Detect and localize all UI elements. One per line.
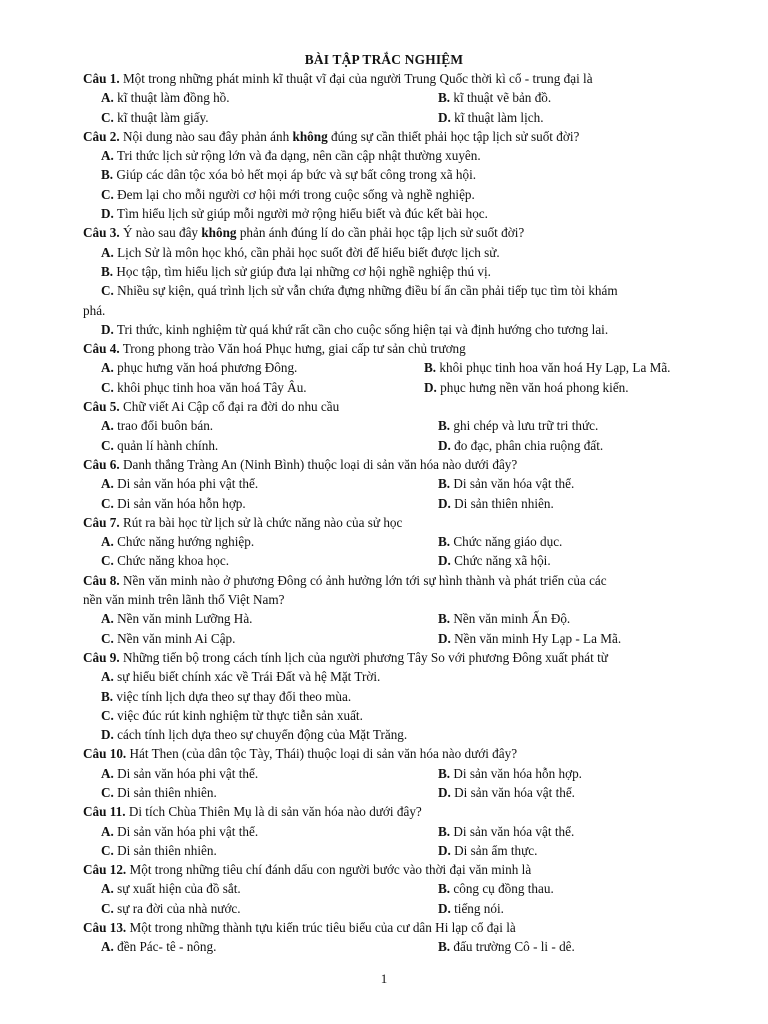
option-d: D. đo đạc, phân chia ruộng đất. bbox=[438, 437, 604, 453]
question-label: Câu 11. bbox=[83, 804, 126, 820]
option-d: D. Tìm hiểu lịch sử giúp mỗi người mở rộng hiểu biết và đúc kết bài học. bbox=[101, 206, 488, 222]
question-label: Câu 3. bbox=[83, 225, 120, 241]
option-b: B. Di sản văn hóa vật thể. bbox=[438, 823, 575, 839]
question-label: Câu 10. bbox=[83, 746, 127, 762]
option-b: B. Di sản văn hóa vật thể. bbox=[438, 476, 575, 492]
option-d: D. Tri thức, kinh nghiệm từ quá khứ rất cần cho cuộc sống hiện tại và định hướng cho tương lai. bbox=[101, 321, 609, 337]
option-a: A. Nền văn minh Lưỡng Hà. bbox=[101, 611, 253, 627]
option-a: A. Di sản văn hóa phi vật thể. bbox=[101, 476, 259, 492]
question-stem: Câu 6. Danh thắng Tràng An (Ninh Bình) thuộc loại di sản văn hóa nào dưới đây? bbox=[83, 456, 518, 472]
option-b: B. Giúp các dân tộc xóa bỏ hết mọi áp bức và sự bất công trong xã hội. bbox=[101, 167, 477, 183]
option-c: C. việc đúc rút kinh nghiệm từ thực tiễn sản xuất. bbox=[101, 707, 363, 723]
option-a: A. sự hiểu biết chính xác về Trái Đất và hệ Mặt Trời. bbox=[101, 669, 381, 685]
option-b: B. Chức năng giáo dục. bbox=[438, 534, 563, 550]
option-b: B. khôi phục tinh hoa văn hoá Hy Lạp, La Mã. bbox=[424, 360, 671, 376]
option-d: D. Di sản văn hóa vật thể. bbox=[438, 784, 575, 800]
option-c: C. Di sản thiên nhiên. bbox=[101, 784, 217, 800]
question-label: Câu 5. bbox=[83, 399, 120, 415]
question-label: Câu 2. bbox=[83, 128, 120, 144]
option-row bbox=[0, 416, 768, 435]
option-b: B. việc tính lịch dựa theo sự thay đổi theo mùa. bbox=[101, 688, 352, 704]
question-stem: Câu 5. Chữ viết Ai Cập cổ đại ra đời do nhu cầu bbox=[83, 399, 340, 415]
option-row bbox=[0, 108, 768, 127]
question-label: Câu 8. bbox=[83, 572, 120, 588]
option-d: D. Chức năng xã hội. bbox=[438, 553, 551, 569]
question-label: Câu 9. bbox=[83, 649, 120, 665]
question-stem: Câu 7. Rút ra bài học từ lịch sử là chức năng nào của sử học bbox=[83, 514, 403, 530]
option-c: C. quản lí hành chính. bbox=[101, 437, 219, 453]
question-stem: Câu 2. Nội dung nào sau đây phản ánh không đúng sự cần thiết phải học tập lịch sử suốt đời? bbox=[83, 128, 580, 144]
question-stem: Câu 4. Trong phong trào Văn hoá Phục hưng, giai cấp tư sản chủ trương bbox=[83, 341, 466, 357]
option-row bbox=[0, 783, 768, 802]
option-row bbox=[0, 841, 768, 860]
option-c: C. khôi phục tinh hoa văn hoá Tây Âu. bbox=[101, 379, 307, 395]
option-b: B. Học tập, tìm hiểu lịch sử giúp đưa lại những cơ hội nghề nghiệp thú vị. bbox=[101, 263, 491, 279]
question-label: Câu 1. bbox=[83, 71, 120, 86]
option-row bbox=[0, 532, 768, 551]
option-row bbox=[0, 378, 768, 397]
question-stem: Câu 10. Hát Then (của dân tộc Tày, Thái) thuộc loại di sản văn hóa nào dưới đây? bbox=[83, 746, 518, 762]
question-label: Câu 12. bbox=[83, 862, 127, 878]
option-c: C. Chức năng khoa học. bbox=[101, 553, 230, 569]
question-stem: Câu 8. Nền văn minh nào ở phương Đông có ảnh hưởng lớn tới sự hình thành và phát triển của các bbox=[83, 572, 607, 588]
option-a: A. phục hưng văn hoá phương Đông. bbox=[101, 360, 298, 376]
option-row bbox=[0, 937, 768, 956]
option-c: C. Nhiều sự kiện, quá trình lịch sử vẫn chứa đựng những điều bí ẩn cần phải tiếp tục tìm tòi khám bbox=[101, 283, 618, 299]
option-a: A. Lịch Sử là môn học khó, cần phải học suốt đời để hiểu biết được lịch sử. bbox=[101, 244, 500, 260]
option-a: A. Chức năng hướng nghiệp. bbox=[101, 534, 255, 550]
option-d: D. cách tính lịch dựa theo sự chuyển động của Mặt Trăng. bbox=[101, 727, 408, 743]
option-b: B. kĩ thuật vẽ bản đồ. bbox=[438, 90, 552, 106]
option-a: A. kĩ thuật làm đồng hồ. bbox=[101, 90, 230, 106]
option-d: D. tiếng nói. bbox=[438, 900, 504, 916]
option-row bbox=[0, 822, 768, 841]
option-a: A. trao đổi buôn bán. bbox=[101, 418, 214, 434]
option-d: D. Di sản thiên nhiên. bbox=[438, 495, 554, 511]
option-row bbox=[0, 436, 768, 455]
option-row bbox=[0, 551, 768, 570]
page-number: 1 bbox=[380, 971, 388, 986]
option-c: C. Nền văn minh Ai Cập. bbox=[101, 630, 236, 646]
option-c-continuation: phá. bbox=[83, 302, 106, 318]
option-a: A. đền Pác- tê - nông. bbox=[101, 939, 217, 955]
question-stem: Câu 13. Một trong những thành tựu kiến trúc tiêu biểu của cư dân Hi lạp cổ đại là bbox=[83, 920, 516, 936]
question-label: Câu 7. bbox=[83, 514, 120, 530]
option-a: A. Tri thức lịch sử rộng lớn và đa dạng, nên cần cập nhật thường xuyên. bbox=[101, 148, 481, 164]
question-stem: Câu 9. Những tiến bộ trong cách tính lịch của người phương Tây So với phương Đông xuất phát từ bbox=[83, 649, 608, 665]
option-c: C. kĩ thuật làm giấy. bbox=[101, 109, 209, 125]
option-b: B. ghi chép và lưu trữ tri thức. bbox=[438, 418, 599, 434]
option-d: D. kĩ thuật làm lịch. bbox=[438, 109, 544, 125]
option-row bbox=[0, 764, 768, 783]
option-row bbox=[0, 899, 768, 918]
option-b: B. Di sản văn hóa hỗn hợp. bbox=[438, 765, 582, 781]
option-c: C. Di sản thiên nhiên. bbox=[101, 842, 217, 858]
option-a: A. Di sản văn hóa phi vật thể. bbox=[101, 823, 259, 839]
page-title: BÀI TẬP TRẮC NGHIỆM bbox=[304, 52, 464, 67]
question-stem: Câu 3. Ý nào sau đây không phản ánh đúng lí do cần phải học tập lịch sử suốt đời? bbox=[83, 225, 525, 241]
question-stem-continuation: nền văn minh trên lãnh thổ Việt Nam? bbox=[83, 592, 285, 608]
option-row bbox=[0, 879, 768, 898]
option-row bbox=[0, 88, 768, 107]
option-row bbox=[0, 629, 768, 648]
option-row bbox=[0, 358, 768, 377]
question-stem: Câu 1. Một trong những phát minh kĩ thuật vĩ đại của người Trung Quốc thời kì cổ - trung đại là bbox=[83, 71, 593, 86]
question-stem: Câu 11. Di tích Chùa Thiên Mụ là di sản văn hóa nào dưới đây? bbox=[83, 804, 422, 820]
question-label: Câu 4. bbox=[83, 341, 120, 357]
option-a: A. sự xuất hiện của đồ sắt. bbox=[101, 881, 241, 897]
option-b: B. đấu trường Cô - li - dê. bbox=[438, 939, 575, 955]
option-c: C. sự ra đời của nhà nước. bbox=[101, 900, 241, 916]
option-row bbox=[0, 609, 768, 628]
questions-list bbox=[0, 69, 768, 957]
option-row bbox=[0, 474, 768, 493]
option-d: D. Nền văn minh Hy Lạp - La Mã. bbox=[438, 630, 622, 646]
question-label: Câu 6. bbox=[83, 456, 120, 472]
option-c: C. Di sản văn hóa hỗn hợp. bbox=[101, 495, 246, 511]
option-c: C. Đem lại cho mỗi người cơ hội mới trong cuộc sống và nghề nghiệp. bbox=[101, 186, 475, 202]
option-b: B. Nền văn minh Ấn Độ. bbox=[438, 611, 571, 627]
option-d: D. Di sản ẩm thực. bbox=[438, 842, 538, 858]
option-row bbox=[0, 494, 768, 513]
option-b: B. công cụ đồng thau. bbox=[438, 881, 554, 897]
option-d: D. phục hưng nền văn hoá phong kiến. bbox=[424, 379, 629, 395]
question-label: Câu 13. bbox=[83, 920, 127, 936]
option-a: A. Di sản văn hóa phi vật thể. bbox=[101, 765, 259, 781]
question-stem: Câu 12. Một trong những tiêu chí đánh dấu con người bước vào thời đại văn minh là bbox=[83, 862, 532, 878]
